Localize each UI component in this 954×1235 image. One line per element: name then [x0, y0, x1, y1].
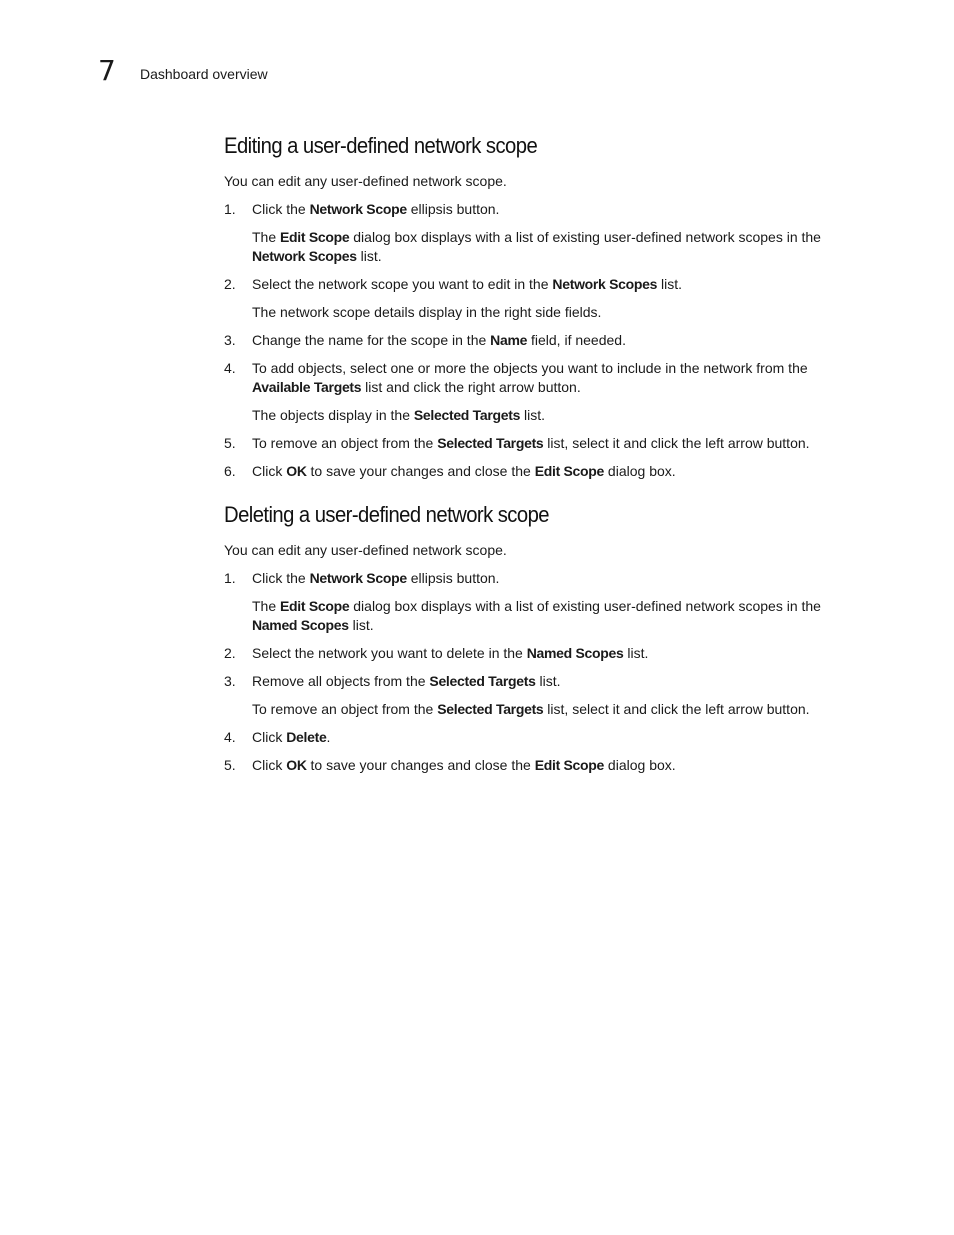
text-run: To remove an object from the [252, 701, 438, 717]
procedure-step [224, 275, 864, 322]
ui-term: Selected Targets [437, 701, 544, 717]
text-run: Select the network you want to delete in the [252, 645, 527, 661]
text-run: To remove an object from the [252, 435, 438, 451]
step-text [252, 359, 864, 397]
section-heading: Deleting a user-defined network scope [224, 502, 549, 527]
step-text [252, 462, 864, 481]
ui-term: Edit Scope [534, 463, 605, 479]
procedure-step [224, 644, 864, 663]
step-text [252, 672, 864, 691]
text-run: The network scope details display in the right side fields. [252, 304, 602, 320]
step-text [252, 728, 864, 747]
text-run: The [252, 598, 281, 614]
ui-term: OK [286, 757, 307, 773]
text-run: Click the [252, 201, 310, 217]
step-number: 6. [224, 463, 236, 479]
page-content [224, 130, 864, 775]
ui-term: Edit Scope [280, 598, 350, 614]
section-intro: You can edit any user-defined network scope. [224, 542, 507, 558]
step-text [252, 644, 864, 663]
ui-term: Named Scopes [252, 617, 349, 633]
step-number: 5. [224, 757, 236, 773]
step-number: 4. [224, 729, 236, 745]
procedure-step [224, 331, 864, 350]
text-run: The objects display in the [252, 407, 414, 423]
step-number: 4. [224, 360, 236, 376]
step-number: 1. [224, 201, 236, 217]
text-run: Click the [252, 570, 310, 586]
step-result [252, 303, 864, 322]
step-result [252, 228, 864, 266]
step-text [252, 756, 864, 775]
ui-term: Named Scopes [526, 645, 624, 661]
text-run: list, select it and click the left arrow button. [543, 435, 810, 451]
text-run: To add objects, select one or more the objects you want to include in the network from the [252, 360, 808, 376]
ui-term: Network Scope [309, 201, 407, 217]
step-number: 3. [224, 673, 236, 689]
text-run: list, select it and click the left arrow button. [543, 701, 810, 717]
text-run: Click [252, 757, 287, 773]
step-text [252, 569, 864, 588]
text-run: list. [535, 673, 561, 689]
step-number: 1. [224, 570, 236, 586]
ui-term: Name [490, 332, 528, 348]
step-text [252, 434, 864, 453]
text-run: list. [356, 248, 382, 264]
procedure-step [224, 359, 864, 425]
step-number: 2. [224, 276, 236, 292]
ui-term: Selected Targets [413, 407, 521, 423]
step-result [252, 406, 864, 425]
procedure-step [224, 569, 864, 635]
ui-term: Available Targets [252, 379, 362, 395]
chapter-number: 7 [98, 54, 116, 87]
step-number: 2. [224, 645, 236, 661]
procedure-steps [224, 200, 864, 481]
ui-term: Network Scope [309, 570, 407, 586]
ui-term: Network Scopes [252, 248, 357, 264]
text-run: Select the network scope you want to edit in the [252, 276, 553, 292]
procedure-step [224, 756, 864, 775]
text-run: list. [657, 276, 683, 292]
ui-term: Network Scopes [552, 276, 658, 292]
text-run: Click [252, 729, 287, 745]
text-run: dialog box displays with a list of existing user-defined network scopes in the [349, 598, 821, 614]
text-run: dialog box. [604, 757, 676, 773]
step-text [252, 275, 864, 294]
step-text [252, 200, 864, 219]
text-run: list. [623, 645, 649, 661]
step-result [252, 597, 864, 635]
step-number: 5. [224, 435, 236, 451]
ui-term: OK [286, 463, 307, 479]
ui-term: Selected Targets [437, 435, 544, 451]
section-intro: You can edit any user-defined network scope. [224, 173, 507, 189]
section-deleting-scope [224, 499, 864, 775]
procedure-step [224, 462, 864, 481]
procedure-step [224, 200, 864, 266]
text-run: Remove all objects from the [252, 673, 430, 689]
text-run: list. [520, 407, 545, 423]
text-run: to save your changes and close the [306, 757, 535, 773]
procedure-step [224, 434, 864, 453]
text-run: dialog box. [604, 463, 676, 479]
section-editing-scope [224, 130, 864, 481]
procedure-step [224, 672, 864, 719]
text-run: list and click the right arrow button. [361, 379, 581, 395]
step-result [252, 700, 864, 719]
text-run: ellipsis button. [406, 570, 500, 586]
text-run: . [326, 729, 331, 745]
ui-term: Edit Scope [534, 757, 605, 773]
text-run: Click [252, 463, 287, 479]
procedure-step [224, 728, 864, 747]
ui-term: Edit Scope [280, 229, 350, 245]
ui-term: Delete [286, 729, 327, 745]
text-run: field, if needed. [527, 332, 626, 348]
text-run: dialog box displays with a list of existing user-defined network scopes in the [349, 229, 821, 245]
text-run: ellipsis button. [406, 201, 500, 217]
step-text [252, 331, 864, 350]
chapter-title: Dashboard overview [140, 66, 268, 82]
text-run: to save your changes and close the [306, 463, 535, 479]
text-run: The [252, 229, 281, 245]
text-run: Change the name for the scope in the [252, 332, 491, 348]
ui-term: Selected Targets [429, 673, 536, 689]
section-heading: Editing a user-defined network scope [224, 133, 538, 158]
step-number: 3. [224, 332, 236, 348]
text-run: list. [348, 617, 374, 633]
procedure-steps [224, 569, 864, 775]
